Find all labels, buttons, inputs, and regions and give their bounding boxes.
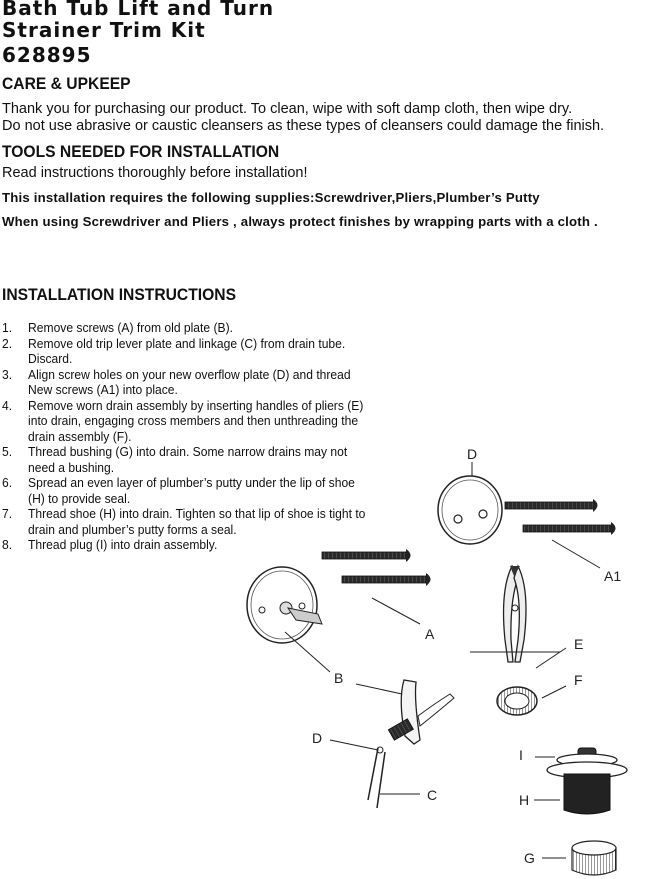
old-drain-assembly [497, 687, 537, 715]
label-e-pliers: E [574, 636, 584, 652]
leader-line [552, 540, 600, 568]
care-line-2: Do not use abrasive or caustic cleansers as these types of cleansers could damage the finish. [2, 118, 605, 134]
new-overflow-plate [438, 476, 502, 544]
tools-supplies-text: This installation requires the following supplies:Screwdriver,Pliers,Plumber’s Putty [2, 190, 540, 205]
old-screws [322, 549, 431, 586]
step-number: 1. [2, 320, 13, 335]
leader-line [330, 740, 378, 750]
step-text: Remove screws (A) from old plate (B). [28, 320, 233, 335]
label-h-shoe: H [519, 792, 530, 808]
leader-line [356, 684, 402, 694]
step-text: Remove old trip lever plate and linkage (C) from drain tube. Discard. [28, 335, 346, 366]
new-screws [505, 499, 616, 535]
label-a1-screws: A1 [604, 568, 622, 584]
label-f-drain-assembly: F [574, 672, 583, 688]
bushing [572, 841, 616, 875]
plug-and-shoe [547, 748, 627, 814]
model-number: 628895 [2, 43, 92, 67]
step-number: 3. [2, 366, 13, 382]
linkage-assembly [368, 680, 454, 808]
label-b-plate: B [334, 670, 344, 686]
step-text: Spread an even layer of plumber’s putty under the lip of shoe (H) to provide seal. [28, 475, 355, 506]
step-text: Remove worn drain assembly by inserting handles of pliers (E) into drain, engaging cross members and then unthreading the drain assembly (F). [28, 397, 364, 444]
care-line-1: Thank you for purchasing our product. To clean, wipe with soft damp cloth, then wipe dry. [2, 101, 573, 117]
step-number: 8. [2, 537, 13, 552]
product-title-line2: Strainer Trim Kit [2, 18, 206, 42]
label-g-bushing: G [524, 850, 535, 866]
step-text: Thread bushing (G) into drain. Some narrow drains may not need a bushing. [28, 444, 348, 475]
step-text: Thread plug (I) into drain assembly. [28, 537, 218, 552]
leader-line [372, 598, 420, 624]
label-c-linkage: C [427, 787, 438, 803]
tools-line-1: Read instructions thoroughly before installation! [2, 165, 308, 181]
installation-heading: INSTALLATION INSTRUCTIONS [2, 285, 237, 304]
label-d-overflow-plate: D [467, 446, 478, 462]
pliers [504, 566, 526, 662]
label-i-plug: I [519, 747, 523, 763]
product-title-line1: Bath Tub Lift and Turn [2, 0, 275, 20]
step-number: 2. [2, 335, 13, 351]
leader-line [542, 686, 566, 698]
label-a-screws: A [425, 626, 435, 642]
step-number: 6. [2, 475, 13, 490]
leader-line [285, 632, 330, 672]
step-number: 7. [2, 506, 13, 521]
tools-protect-text: When using Screwdriver and Pliers , always protect finishes by wrapping parts with a cloth . [2, 214, 598, 229]
care-heading: CARE & UPKEEP [2, 74, 131, 93]
step-number: 4. [2, 397, 13, 413]
old-trip-lever-plate [247, 567, 322, 643]
label-d-lower: D [312, 730, 323, 746]
leader-line [536, 648, 566, 668]
step-text: Align screw holes on your new overflow plate (D) and thread New screws (A1) into place. [28, 366, 351, 397]
step-number: 5. [2, 444, 13, 459]
step-text: Thread shoe (H) into drain. Tighten so that lip of shoe is tight to drain and plumber’s putty forms a seal. [28, 506, 366, 537]
tools-heading: TOOLS NEEDED FOR INSTALLATION [2, 142, 280, 161]
